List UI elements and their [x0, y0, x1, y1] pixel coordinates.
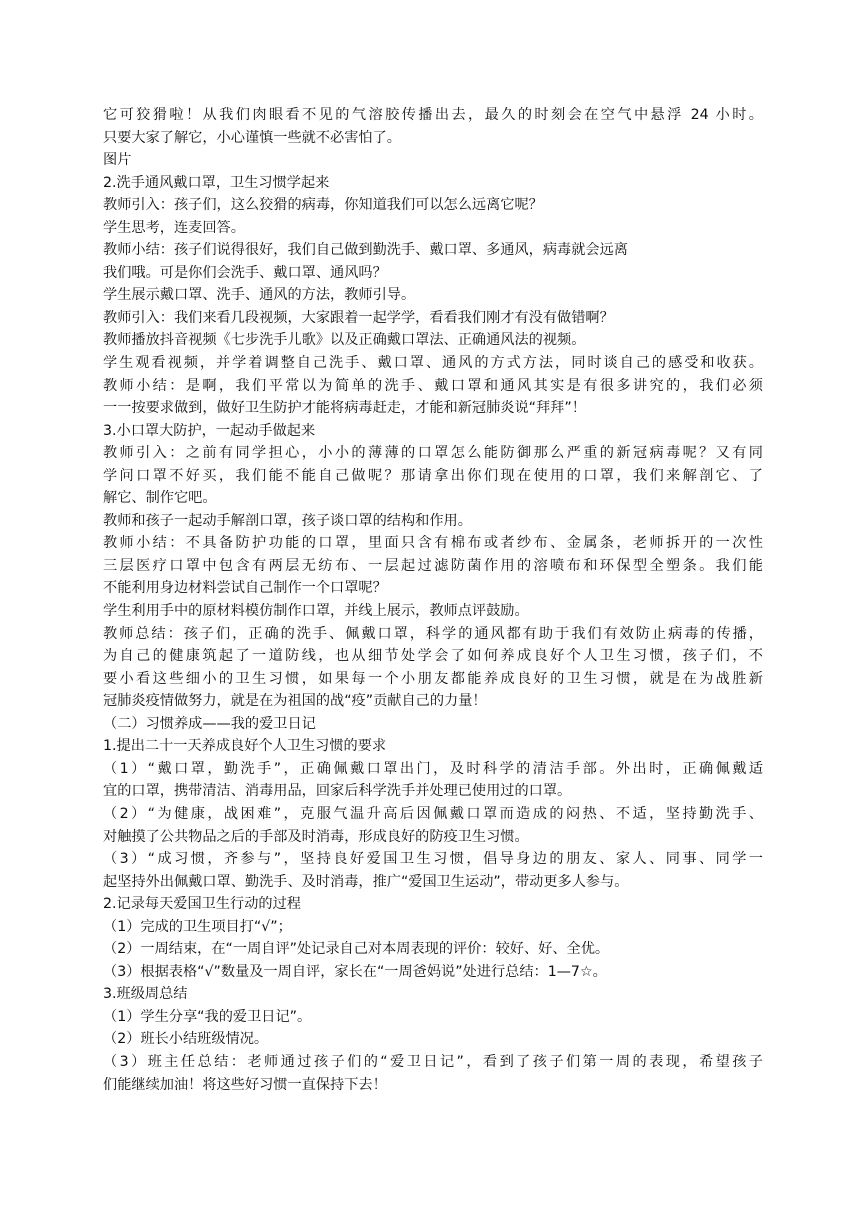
text-line: 教师引入：我们来看几段视频，大家跟着一起学学，看看我们刚才有没有做错啊？ [103, 309, 614, 326]
text-line: 只要大家了解它，小心谨慎一些就不必害怕了。 [103, 129, 401, 146]
text-line: （3）根据表格“√”数量及一周自评，家长在“一周爸妈说”处进行总结：1—7☆。 [103, 963, 607, 980]
text-line: 起坚持外出佩戴口罩、勤洗手、及时消毒，推广“爱国卫生运动”，带动更多人参与。 [103, 873, 629, 890]
text-line: 们能继续加油！将这些好习惯一直保持下去！ [103, 1076, 387, 1093]
text-line: 学生观看视频，并学着调整自己洗手、戴口罩、通风的方式方法，同时谈自己的感受和收获。 [103, 355, 763, 372]
text-line: （1）“戴口罩，勤洗手”，正确佩戴口罩出门，及时科学的清洁手部。外出时，正确佩戴适 [103, 760, 763, 777]
text-line: 一一按要求做到，做好卫生防护才能将病毒赶走，才能和新冠肺炎说“拜拜”！ [103, 400, 586, 417]
text-line: 为自己的健康筑起了一道防线，也从细节处学会了如何养成良好个人卫生习惯，孩子们，不 [103, 648, 763, 665]
text-line: 2.洗手通风戴口罩，卫生习惯学起来 [103, 174, 330, 191]
text-line: 教师引入：之前有同学担心，小小的薄薄的口罩怎么能防御那么严重的新冠病毒呢？又有同 [103, 445, 763, 462]
text-line: 1.提出二十一天养成良好个人卫生习惯的要求 [103, 738, 387, 755]
text-line: （2）“为健康，战困难”，克服气温升高后因佩戴口罩而造成的闷热、不适，坚持勤洗手、 [103, 805, 763, 822]
text-line: 教师总结：孩子们，正确的洗手、佩戴口罩，科学的通风都有助于我们有效防止病毒的传播， [103, 625, 763, 642]
text-line: 学生思考，连麦回答。 [103, 219, 245, 236]
text-line: 它可狡猾啦！从我们肉眼看不见的气溶胶传播出去，最久的时刻会在空气中悬浮 24 小时。 [103, 107, 763, 123]
text-line: 3.小口罩大防护，一起动手做起来 [103, 422, 316, 439]
text-line: 教师播放抖音视频《七步洗手儿歌》以及正确戴口罩法、正确通风法的视频。 [103, 332, 586, 349]
text-line: 冠肺炎疫情做努力，就是在为祖国的战“疫”贡献自己的力量！ [103, 693, 487, 710]
text-line: （3）班主任总结：老师通过孩子们的“爱卫日记”，看到了孩子们第一周的表现，希望孩子 [103, 1053, 763, 1070]
text-line: 教师小结：不具备防护功能的口罩，里面只含有棉布或者纱布、金属条，老师拆开的一次性 [103, 535, 763, 552]
text-line: （3）“成习惯，齐参与”，坚持良好爱国卫生习惯，倡导身边的朋友、家人、同事、同学一 [103, 851, 763, 868]
text-line: 图片 [103, 152, 132, 169]
text-line: 学问口罩不好买，我们能不能自己做呢？那请拿出你们现在使用的口罩，我们来解剖它、了 [103, 467, 763, 484]
text-line: 学生展示戴口罩、洗手、通风的方法，教师引导。 [103, 287, 416, 304]
text-line: （2）一周结束，在“一周自评”处记录自己对本周表现的评价：较好、好、全优。 [103, 941, 610, 958]
text-line: 我们哦。可是你们会洗手、戴口罩、通风吗？ [103, 264, 387, 281]
text-line: 教师小结：孩子们说得很好，我们自己做到勤洗手、戴口罩、多通风，病毒就会远离 [103, 242, 628, 259]
text-line: （1）学生分享“我的爱卫日记”。 [103, 1008, 312, 1025]
text-line: （2）班长小结班级情况。 [103, 1031, 269, 1048]
text-line: 教师小结：是啊，我们平常以为简单的洗手、戴口罩和通风其实是有很多讲究的，我们必须 [103, 377, 763, 394]
text-line: 教师和孩子一起动手解剖口罩，孩子谈口罩的结构和作用。 [103, 512, 472, 529]
text-line: 3.班级周总结 [103, 986, 188, 1003]
text-line: 解它、制作它吧。 [103, 490, 217, 507]
text-line: 2.记录每天爱国卫生行动的过程 [103, 896, 301, 913]
text-line: （二）习惯养成——我的爱卫日记 [103, 715, 316, 732]
text-line: 三层医疗口罩中包含有两层无纺布、一层起过滤防菌作用的溶喷布和环保型全塑条。我们能 [103, 557, 763, 574]
text-line: 教师引入：孩子们，这么狡猾的病毒，你知道我们可以怎么远离它呢？ [103, 197, 543, 214]
text-line: 学生利用手中的原材料模仿制作口罩，并线上展示，教师点评鼓励。 [103, 603, 529, 620]
text-line: 宜的口罩，携带清洁、消毒用品，回家后科学洗手并处理已使用过的口罩。 [103, 783, 572, 800]
text-line: 对触摸了公共物品之后的手部及时消毒，形成良好的防疫卫生习惯。 [103, 828, 529, 845]
text-line: 不能利用身边材料尝试自己制作一个口罩呢？ [103, 580, 387, 597]
text-line: （1）完成的卫生项目打“√”； [103, 918, 292, 935]
document-body [103, 104, 763, 1096]
text-line: 要小看这些细小的卫生习惯，如果每一个小朋友都能养成良好的卫生习惯，就是在为战胜新 [103, 670, 763, 687]
